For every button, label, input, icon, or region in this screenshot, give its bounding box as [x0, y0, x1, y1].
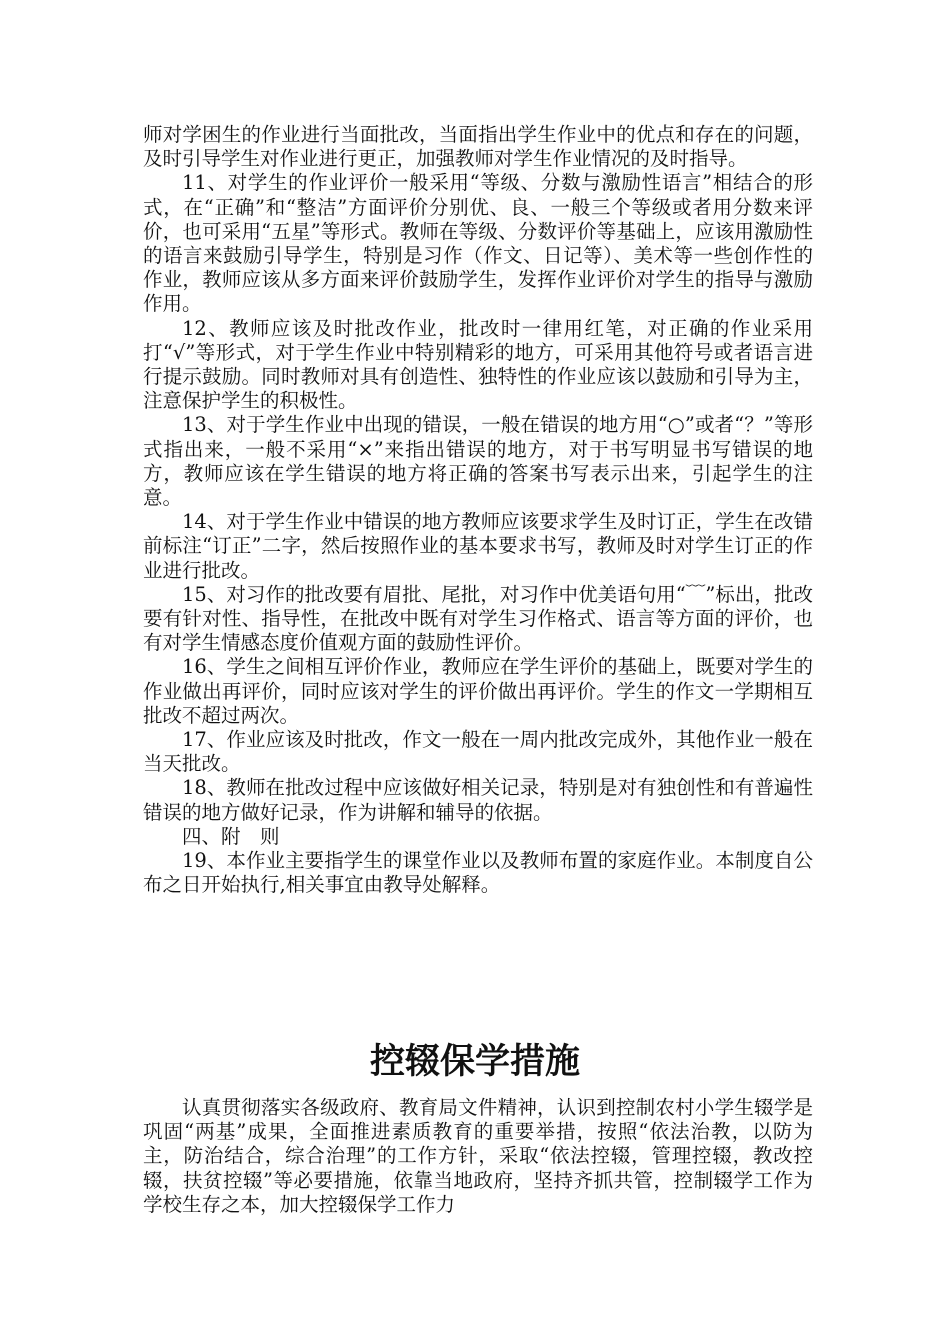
paragraph-item-15: 15、对习作的批改要有眉批、尾批，对习作中优美语句用“﹋”标出，批改要有针对性、指导性，在批改中既有对学生习作格式、语言等方面的评价，也有对学生情感态度价值观方面的鼓励性评价。: [143, 582, 813, 655]
paragraph-item-16: 16、学生之间相互评价作业，教师应在学生评价的基础上，既要对学生的作业做出再评价，同时应该对学生的评价做出再评价。学生的作文一学期相互批改不超过两次。: [143, 655, 813, 727]
paragraph-item-19: 19、本作业主要指学生的课堂作业以及教师布置的家庭作业。本制度自公布之日开始执行,相关事宜由教导处解释。: [143, 849, 813, 897]
paragraph-intro: 认真贯彻落实各级政府、教育局文件精神，认识到控制农村小学生辍学是巩固“两基”成果，全面推进素质教育的重要举措，按照“依法治教，以防为主，防治结合，综合治理”的工作方针，采取“依法控辍，管理控辍，教改控辍，扶贫控辍”等必要措施，依靠当地政府，坚持齐抓共管，控制辍学工作为学校生存之本，加大控辍保学工作力: [143, 1096, 813, 1216]
paragraph-item-18: 18、教师在批改过程中应该做好相关记录，特别是对有独创性和有普遍性错误的地方做好记录，作为讲解和辅导的依据。: [143, 776, 813, 824]
paragraph-item-14: 14、对于学生作业中错误的地方教师应该要求学生及时订正，学生在改错前标注“订正”二字，然后按照作业的基本要求书写，教师及时对学生订正的作业进行批改。: [143, 510, 813, 582]
subsection-heading-appendix: 四、附 则: [182, 824, 280, 848]
paragraph-item-11: 11、对学生的作业评价一般采用“等级、分数与激励性语言”相结合的形式，在“正确”和“整洁”方面评价分别优、良、一般三个等级或者用分数来评价，也可采用“五星”等形式。教师在等级、分数评价等基础上，应该用激励性的语言来鼓励引导学生，特别是习作（作文、日记等）、美术等一些创作性的作业，教师应该从多方面来评价鼓励学生，发挥作业评价对学生的指导与激励作用。: [143, 171, 813, 316]
paragraph-item-17: 17、作业应该及时批改，作文一般在一周内批改完成外，其他作业一般在当天批改。: [143, 728, 813, 776]
section-body-dropout-control: [143, 1096, 813, 1217]
paragraph-item-12: 12、教师应该及时批改作业，批改时一律用红笔，对正确的作业采用打“√”等形式，对于学生作业中特别精彩的地方，可采用其他符号或者语言进行提示鼓励。同时教师对具有创造性、独特性的作业应该以鼓励和引导为主，注意保护学生的积极性。: [143, 316, 813, 413]
paragraph-continued: 师对学困生的作业进行当面批改，当面指出学生作业中的优点和存在的问题，及时引导学生对作业进行更正，加强教师对学生作业情况的及时指导。: [143, 123, 813, 171]
paragraph-item-13: 13、对于学生作业中出现的错误，一般在错误的地方用“○”或者“？”等形式指出来，一般不采用“×”来指出错误的地方，对于书写明显书写错误的地方，教师应该在学生错误的地方将正确的答案书写表示出来，引起学生的注意。: [143, 413, 813, 510]
section-body-homework-rules: [143, 123, 813, 898]
section-title: 控辍保学措施: [369, 1042, 580, 1082]
